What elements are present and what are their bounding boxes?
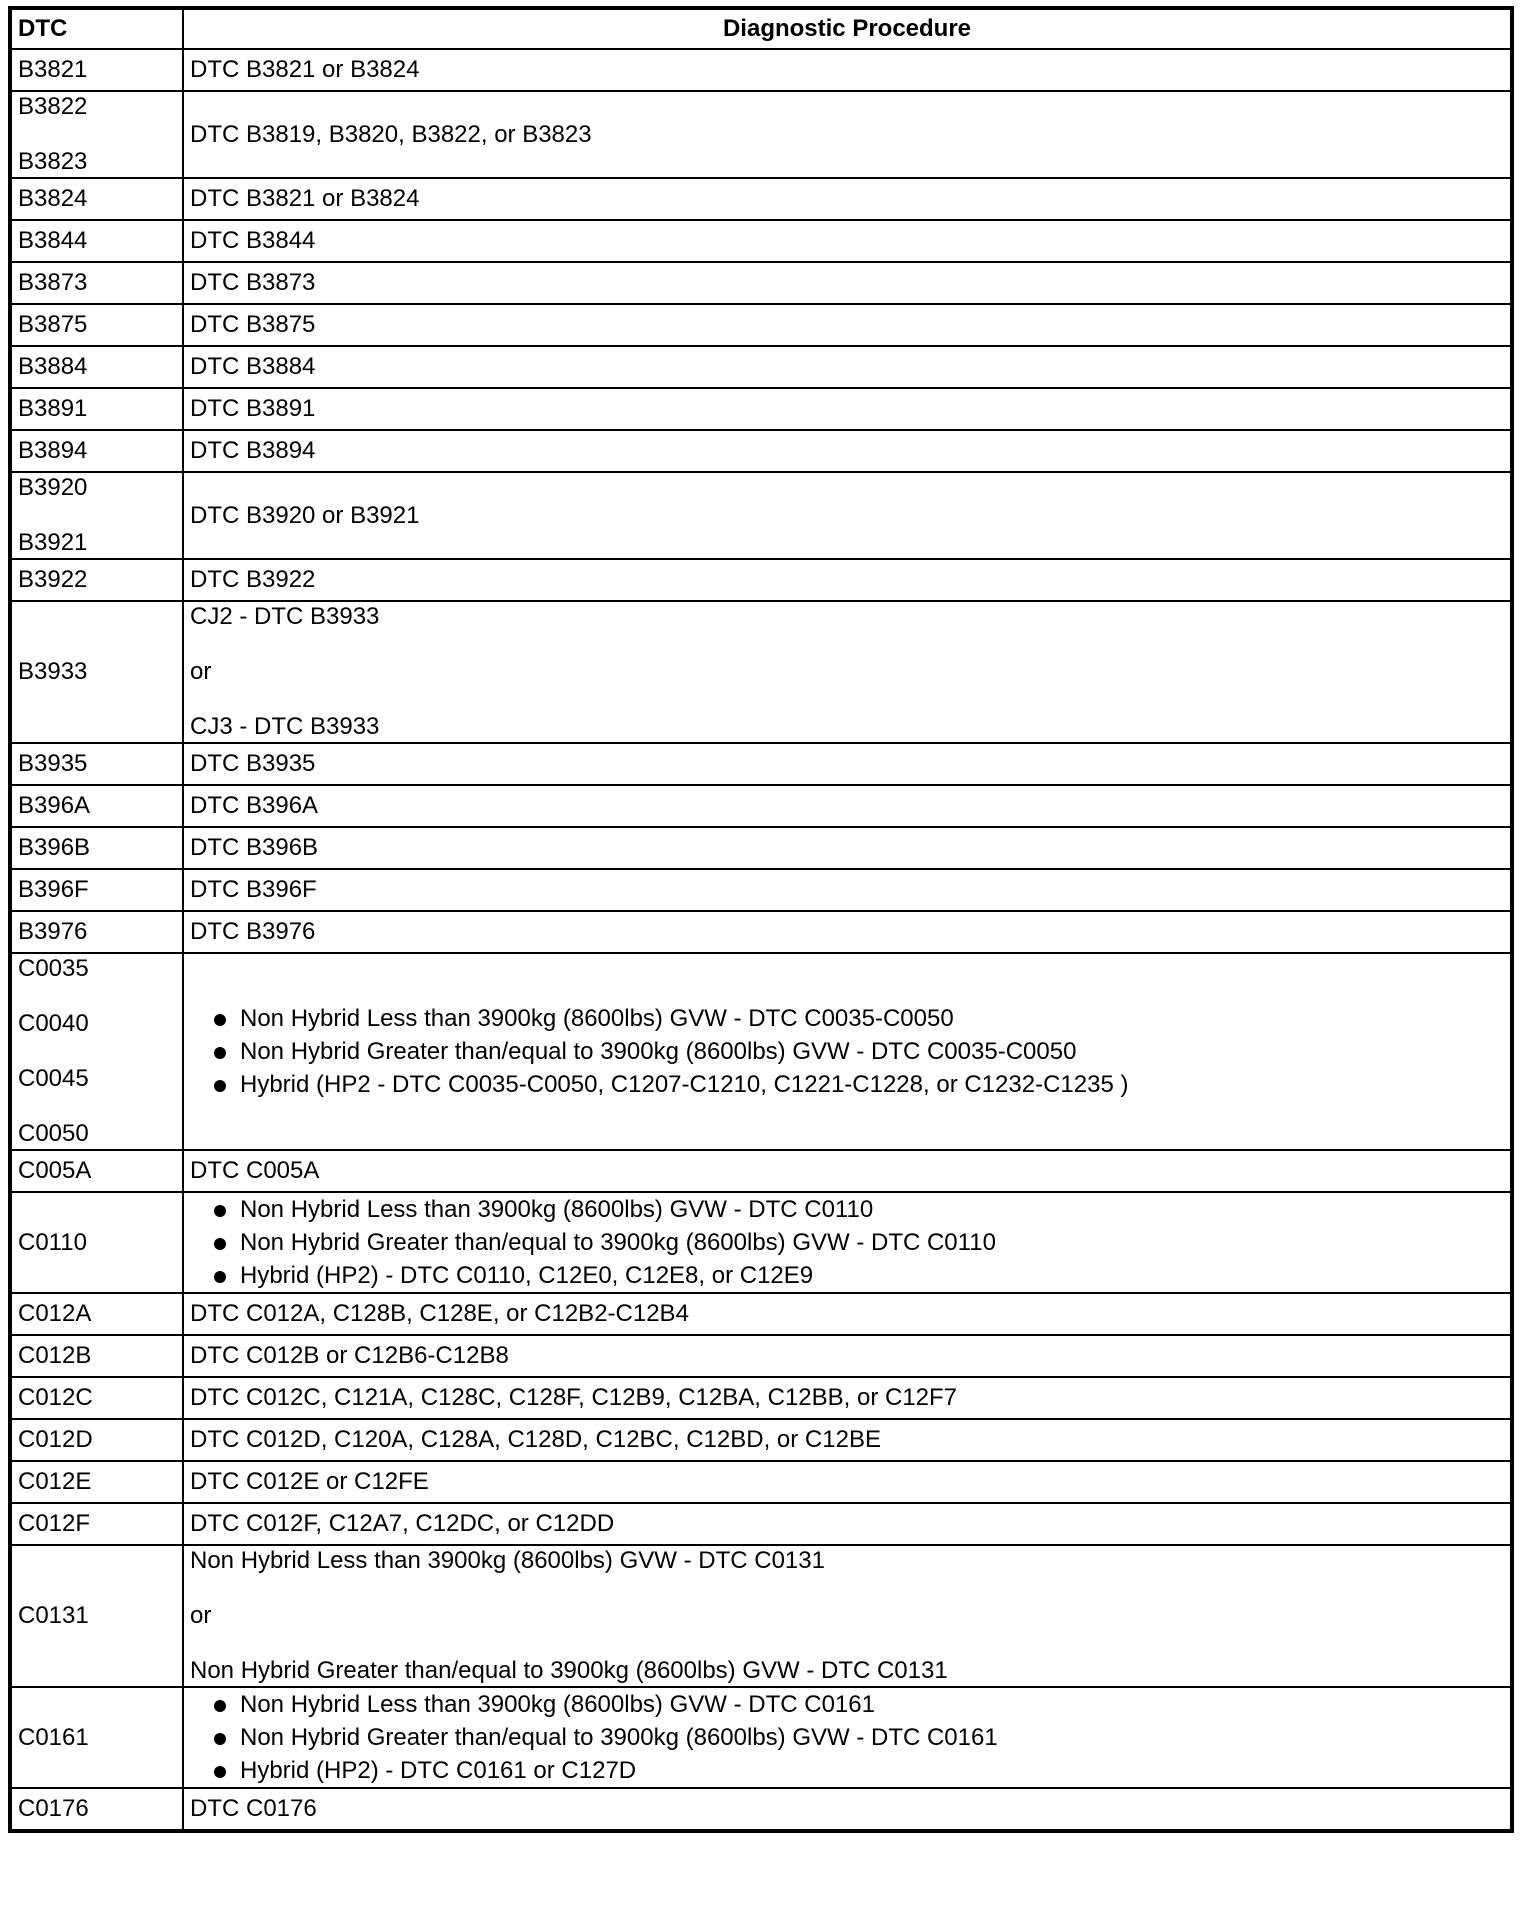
bullet-text: Hybrid (HP2) - DTC C0110, C12E0, C12E8, or C12E9 xyxy=(240,1262,814,1289)
procedure-text: DTC B3935 xyxy=(190,750,316,777)
procedure-text: DTC B3922 xyxy=(190,566,316,593)
bullet-dot-icon xyxy=(214,1080,226,1092)
procedure-text: or xyxy=(190,658,212,685)
procedure-cell xyxy=(183,785,1512,827)
bullet-dot-icon xyxy=(214,1766,226,1778)
procedure-text: CJ2 - DTC B3933 xyxy=(190,603,380,630)
dtc-code: C012F xyxy=(18,1510,91,1537)
procedure-text: DTC C0176 xyxy=(190,1795,317,1822)
dtc-code: C0131 xyxy=(18,1602,89,1629)
bullet-text: Non Hybrid Greater than/equal to 3900kg (8600lbs) GVW - DTC C0110 xyxy=(240,1229,996,1256)
procedure-text: DTC B3821 or B3824 xyxy=(190,56,420,83)
procedure-text: DTC C012C, C121A, C128C, C128F, C12B9, C12BA, C12BB, or C12F7 xyxy=(190,1384,958,1411)
procedure-text: DTC B396F xyxy=(190,876,317,903)
dtc-cell xyxy=(10,827,183,869)
table-row xyxy=(10,1545,1512,1687)
procedure-cell xyxy=(183,262,1512,304)
table-row xyxy=(10,220,1512,262)
dtc-cell xyxy=(10,430,183,472)
table-row xyxy=(10,1788,1512,1831)
procedure-text: DTC B3976 xyxy=(190,918,316,945)
procedure-bullet-item xyxy=(210,1035,1504,1068)
bullet-text: Non Hybrid Less than 3900kg (8600lbs) GVW - DTC C0110 xyxy=(240,1196,874,1223)
dtc-cell xyxy=(10,91,183,178)
procedure-text: Non Hybrid Less than 3900kg (8600lbs) GVW - DTC C0131 xyxy=(190,1547,825,1574)
bullet-text: Hybrid (HP2) - DTC C0161 or C127D xyxy=(240,1757,637,1784)
bullet-dot-icon xyxy=(214,1733,226,1745)
bullet-text: Non Hybrid Less than 3900kg (8600lbs) GVW - DTC C0035-C0050 xyxy=(240,1005,954,1032)
dtc-cell xyxy=(10,346,183,388)
procedure-text: DTC B396B xyxy=(190,834,319,861)
bullet-text: Non Hybrid Less than 3900kg (8600lbs) GVW - DTC C0161 xyxy=(240,1691,875,1718)
procedure-text: DTC C012A, C128B, C128E, or C12B2-C12B4 xyxy=(190,1300,689,1327)
dtc-code: C0176 xyxy=(18,1795,89,1822)
dtc-code: B396F xyxy=(18,876,89,903)
dtc-code: B3873 xyxy=(18,269,88,296)
bullet-dot-icon xyxy=(214,1205,226,1217)
dtc-cell xyxy=(10,1503,183,1545)
table-row xyxy=(10,304,1512,346)
dtc-code: B3824 xyxy=(18,185,88,212)
procedure-bullet-item xyxy=(210,1002,1504,1035)
procedure-cell xyxy=(183,304,1512,346)
procedure-text: Non Hybrid Greater than/equal to 3900kg (8600lbs) GVW - DTC C0131 xyxy=(190,1657,948,1684)
dtc-code: B396B xyxy=(18,834,91,861)
procedure-text: DTC B3844 xyxy=(190,227,316,254)
table-row xyxy=(10,430,1512,472)
bullet-dot-icon xyxy=(214,1271,226,1283)
procedure-cell xyxy=(183,1192,1512,1293)
dtc-code: B3884 xyxy=(18,353,88,380)
dtc-code: C012A xyxy=(18,1300,92,1327)
dtc-cell xyxy=(10,1545,183,1687)
dtc-cell xyxy=(10,1461,183,1503)
table-row xyxy=(10,559,1512,601)
dtc-code: C0161 xyxy=(18,1723,89,1751)
procedure-cell xyxy=(183,953,1512,1150)
procedure-bullet-item xyxy=(210,1193,1504,1226)
procedure-cell xyxy=(183,1150,1512,1192)
table-header-row xyxy=(10,8,1512,49)
dtc-cell xyxy=(10,1335,183,1377)
dtc-cell xyxy=(10,1293,183,1335)
table-row xyxy=(10,91,1512,178)
procedure-bullet-item xyxy=(210,1226,1504,1259)
dtc-code: B3844 xyxy=(18,227,88,254)
dtc-code: B3823 xyxy=(18,148,88,175)
dtc-code: C012E xyxy=(18,1468,92,1495)
dtc-cell xyxy=(10,49,183,91)
procedure-cell xyxy=(183,388,1512,430)
table-row xyxy=(10,827,1512,869)
dtc-code: B3976 xyxy=(18,918,88,945)
procedure-cell xyxy=(183,49,1512,91)
bullet-text: Non Hybrid Greater than/equal to 3900kg (8600lbs) GVW - DTC C0161 xyxy=(240,1724,998,1751)
procedure-text: DTC B3884 xyxy=(190,353,316,380)
dtc-cell xyxy=(10,1377,183,1419)
procedure-text: DTC B3920 or B3921 xyxy=(190,501,420,529)
dtc-cell xyxy=(10,869,183,911)
dtc-code: C0110 xyxy=(18,1228,87,1256)
dtc-cell xyxy=(10,178,183,220)
dtc-code: B3933 xyxy=(18,658,88,685)
procedure-cell xyxy=(183,430,1512,472)
dtc-cell xyxy=(10,1788,183,1831)
dtc-code: B396A xyxy=(18,792,91,819)
procedure-bullet-list xyxy=(190,1002,1504,1101)
dtc-cell xyxy=(10,1687,183,1788)
procedure-bullet-item xyxy=(210,1721,1504,1754)
dtc-cell xyxy=(10,1150,183,1192)
dtc-code: C012C xyxy=(18,1384,93,1411)
procedure-cell xyxy=(183,1293,1512,1335)
procedure-cell xyxy=(183,1545,1512,1687)
procedure-text: DTC B396A xyxy=(190,792,319,819)
table-row xyxy=(10,472,1512,559)
dtc-cell xyxy=(10,220,183,262)
procedure-cell xyxy=(183,559,1512,601)
dtc-cell xyxy=(10,953,183,1150)
dtc-code: B3935 xyxy=(18,750,88,777)
table-row xyxy=(10,601,1512,743)
dtc-code: B3920 xyxy=(18,474,88,501)
procedure-bullet-list xyxy=(190,1688,1504,1787)
table-row xyxy=(10,1503,1512,1545)
procedure-cell xyxy=(183,1461,1512,1503)
procedure-bullet-item xyxy=(210,1259,1504,1292)
dtc-cell xyxy=(10,472,183,559)
table-row xyxy=(10,1461,1512,1503)
procedure-cell xyxy=(183,827,1512,869)
procedure-text: DTC C012E or C12FE xyxy=(190,1468,429,1495)
procedure-cell xyxy=(183,346,1512,388)
procedure-bullet-list xyxy=(190,1193,1504,1292)
table-row xyxy=(10,953,1512,1150)
dtc-cell xyxy=(10,785,183,827)
procedure-cell xyxy=(183,1503,1512,1545)
procedure-cell xyxy=(183,1377,1512,1419)
procedure-cell xyxy=(183,1419,1512,1461)
procedure-bullet-item xyxy=(210,1068,1504,1101)
dtc-code: B3921 xyxy=(18,529,88,556)
procedure-text: DTC B3894 xyxy=(190,437,316,464)
dtc-cell xyxy=(10,601,183,743)
procedure-cell xyxy=(183,1788,1512,1831)
dtc-code: C012D xyxy=(18,1426,93,1453)
procedure-bullet-item xyxy=(210,1754,1504,1787)
dtc-code: B3922 xyxy=(18,566,88,593)
dtc-code: C012B xyxy=(18,1342,92,1369)
table-row xyxy=(10,1377,1512,1419)
procedure-text: DTC C012D, C120A, C128A, C128D, C12BC, C12BD, or C12BE xyxy=(190,1426,881,1453)
procedure-text: CJ3 - DTC B3933 xyxy=(190,713,380,740)
table-row xyxy=(10,743,1512,785)
dtc-code: B3875 xyxy=(18,311,88,338)
procedure-text: DTC B3873 xyxy=(190,269,316,296)
procedure-cell xyxy=(183,743,1512,785)
table-row xyxy=(10,1335,1512,1377)
dtc-table xyxy=(8,6,1514,1833)
procedure-bullet-item xyxy=(210,1688,1504,1721)
dtc-code: B3822 xyxy=(18,93,88,120)
table-row xyxy=(10,49,1512,91)
table-row xyxy=(10,346,1512,388)
table-row xyxy=(10,1293,1512,1335)
table-row xyxy=(10,1150,1512,1192)
dtc-code: C0040 xyxy=(18,1010,89,1037)
procedure-text: DTC B3891 xyxy=(190,395,316,422)
procedure-text: DTC B3821 or B3824 xyxy=(190,185,420,212)
dtc-code: B3891 xyxy=(18,395,88,422)
column-header-dtc: DTC xyxy=(10,8,183,49)
procedure-cell xyxy=(183,178,1512,220)
dtc-code: B3821 xyxy=(18,56,88,83)
procedure-cell xyxy=(183,472,1512,559)
bullet-text: Hybrid (HP2 - DTC C0035-C0050, C1207-C1210, C1221-C1228, or C1232-C1235 ) xyxy=(240,1071,1129,1098)
table-row xyxy=(10,388,1512,430)
dtc-code: B3894 xyxy=(18,437,88,464)
dtc-code: C0050 xyxy=(18,1120,89,1147)
procedure-cell xyxy=(183,1687,1512,1788)
bullet-dot-icon xyxy=(214,1238,226,1250)
table-row xyxy=(10,869,1512,911)
dtc-cell xyxy=(10,1419,183,1461)
bullet-dot-icon xyxy=(214,1014,226,1026)
table-row xyxy=(10,1687,1512,1788)
table-row xyxy=(10,1419,1512,1461)
procedure-text: DTC C005A xyxy=(190,1157,320,1184)
dtc-cell xyxy=(10,911,183,953)
procedure-cell xyxy=(183,91,1512,178)
procedure-cell xyxy=(183,869,1512,911)
column-header-procedure: Diagnostic Procedure xyxy=(183,8,1512,49)
table-row xyxy=(10,1192,1512,1293)
dtc-code: C0045 xyxy=(18,1065,89,1092)
procedure-text: DTC C012B or C12B6-C12B8 xyxy=(190,1342,509,1369)
bullet-dot-icon xyxy=(214,1047,226,1059)
table-body xyxy=(10,49,1512,1831)
dtc-cell xyxy=(10,262,183,304)
table-row xyxy=(10,911,1512,953)
table-row xyxy=(10,262,1512,304)
dtc-cell xyxy=(10,559,183,601)
procedure-cell xyxy=(183,601,1512,743)
procedure-cell xyxy=(183,1335,1512,1377)
procedure-text: DTC B3819, B3820, B3822, or B3823 xyxy=(190,120,592,148)
procedure-text: DTC C012F, C12A7, C12DC, or C12DD xyxy=(190,1510,615,1537)
dtc-code: C0035 xyxy=(18,955,89,982)
table-row xyxy=(10,785,1512,827)
procedure-text: DTC B3875 xyxy=(190,311,316,338)
table-row xyxy=(10,178,1512,220)
dtc-cell xyxy=(10,743,183,785)
bullet-dot-icon xyxy=(214,1700,226,1712)
dtc-code: C005A xyxy=(18,1157,92,1184)
dtc-cell xyxy=(10,1192,183,1293)
procedure-cell xyxy=(183,911,1512,953)
procedure-cell xyxy=(183,220,1512,262)
dtc-cell xyxy=(10,388,183,430)
procedure-text: or xyxy=(190,1602,212,1629)
bullet-text: Non Hybrid Greater than/equal to 3900kg (8600lbs) GVW - DTC C0035-C0050 xyxy=(240,1038,1077,1065)
dtc-cell xyxy=(10,304,183,346)
